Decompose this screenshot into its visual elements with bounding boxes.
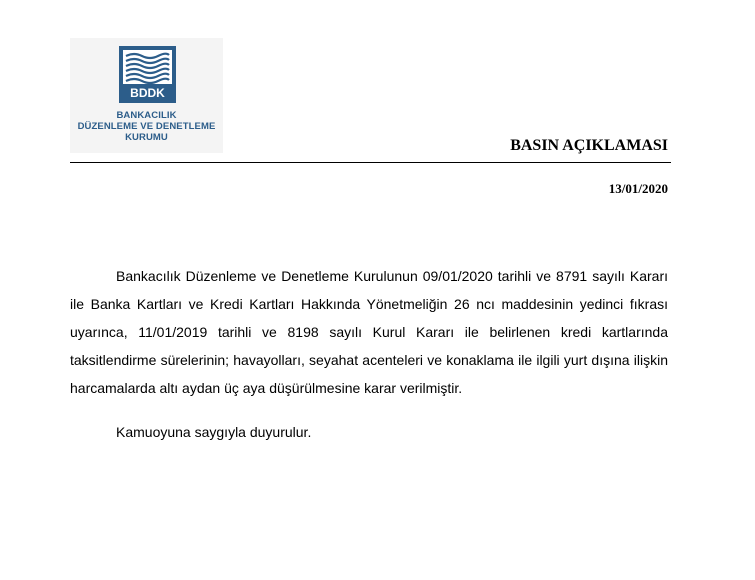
page-title: BASIN AÇIKLAMASI [510,137,668,154]
header-divider [70,162,671,163]
bddk-logo-mark-icon [119,46,176,103]
logo-line-kurumu: KURUMU [125,132,168,143]
closing-line: Kamuoyuna saygıyla duyurulur. [116,424,312,440]
logo-line-duzenleme: DÜZENLEME VE DENETLEME [77,121,216,132]
press-date: 13/01/2020 [608,181,668,196]
bddk-logo [70,38,223,153]
announcement-paragraph: Bankacılık Düzenleme ve Denetleme Kurulunun 09/01/2020 tarihli ve 8791 sayılı Kararı ile Banka Kartları ve Kredi Kartları Hakkında Yönetmeliğin 26 ncı maddesinin yedinci fıkrası uyarınca, 11/01/2019 tarihli ve 8198 sayılı Kurul Kararı ile belirlenen kredi kartlarında taksitlendirme sürelerinin; havayolları, seyahat acenteleri ve konaklama ile ilgili yurt dışına ilişkin harcamalarda altı aydan üç aya düşürülmesine karar verilmiştir. [70,268,668,396]
bddk-logo-mark-text: BDDK [130,86,165,100]
logo-line-bankacilik: BANKACILIK [116,110,177,121]
